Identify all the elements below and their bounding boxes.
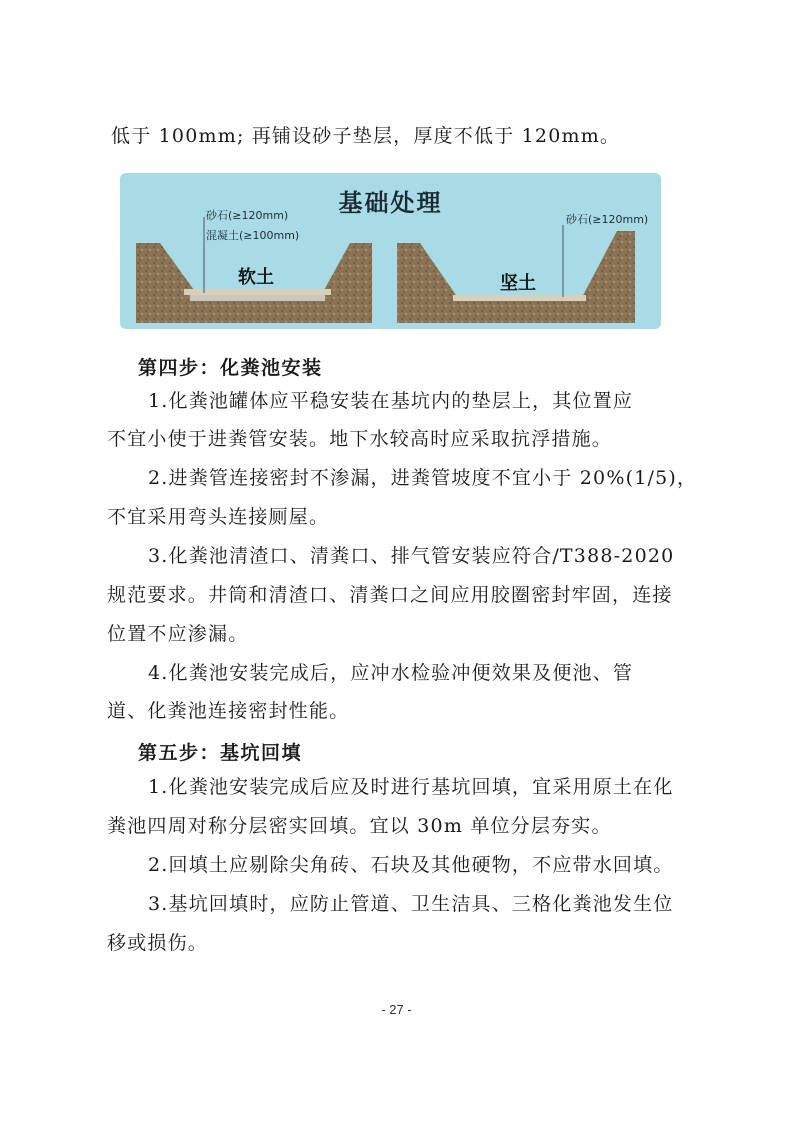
sand-label-right: 砂石(≥120mm) <box>566 213 649 226</box>
step5-line: 1.化粪池安装完成后应及时进行基坑回填，宜采用原土在化 <box>148 776 674 798</box>
figure-title: 基础处理 <box>338 189 443 217</box>
step5-heading: 第五步：基坑回填 <box>138 742 303 764</box>
hard-soil-label: 坚土 <box>500 273 536 294</box>
sand-layer-right <box>453 295 586 301</box>
step4-line: 1.化粪池罐体应平稳安装在基坑内的垫层上，其位置应 <box>148 390 634 412</box>
step4-heading: 第四步：化粪池安装 <box>138 357 323 379</box>
concrete-label: 混凝土(≥100mm) <box>206 229 300 242</box>
step5-line: 粪池四周对称分层密实回填。宜以 30m 单位分层夯实。 <box>107 815 612 837</box>
step5-line: 3.基坑回填时，应防止管道、卫生洁具、三格化粪池发生位 <box>148 893 674 915</box>
step4-line: 2.进粪管连接密封不渗漏，进粪管坡度不宜小于 20%(1/5)， <box>148 467 698 489</box>
step5-line: 2.回填土应剔除尖角砖、石块及其他硬物，不应带水回填。 <box>148 854 674 876</box>
step4-line: 4.化粪池安装完成后，应冲水检验冲便效果及便池、管 <box>148 662 634 684</box>
step4-line: 道、化粪池连接密封性能。 <box>107 700 350 722</box>
step4-line: 不宜小使于进粪管安装。地下水较高时应采取抗浮措施。 <box>107 428 613 450</box>
step4-line: 不宜采用弯头连接厕屋。 <box>107 506 330 528</box>
step4-line: 3.化粪池清渣口、清粪口、排气管安装应符合/T388-2020 <box>148 545 675 567</box>
foundation-treatment-figure <box>120 173 661 329</box>
intro-paragraph-line: 低于 100mm; 再铺设砂子垫层，厚度不低于 120mm。 <box>111 125 621 147</box>
sand-layer-left <box>184 289 331 295</box>
soft-soil-label: 软土 <box>238 267 274 288</box>
page-number: - 27 - <box>381 1002 412 1017</box>
step4-line: 位置不应渗漏。 <box>107 623 249 645</box>
step4-line: 规范要求。井筒和清渣口、清粪口之间应用胶圈密封牢固，连接 <box>107 584 673 606</box>
sand-label-left: 砂石(≥120mm) <box>206 209 289 222</box>
concrete-layer <box>190 295 325 301</box>
step5-line: 移或损伤。 <box>107 932 209 954</box>
